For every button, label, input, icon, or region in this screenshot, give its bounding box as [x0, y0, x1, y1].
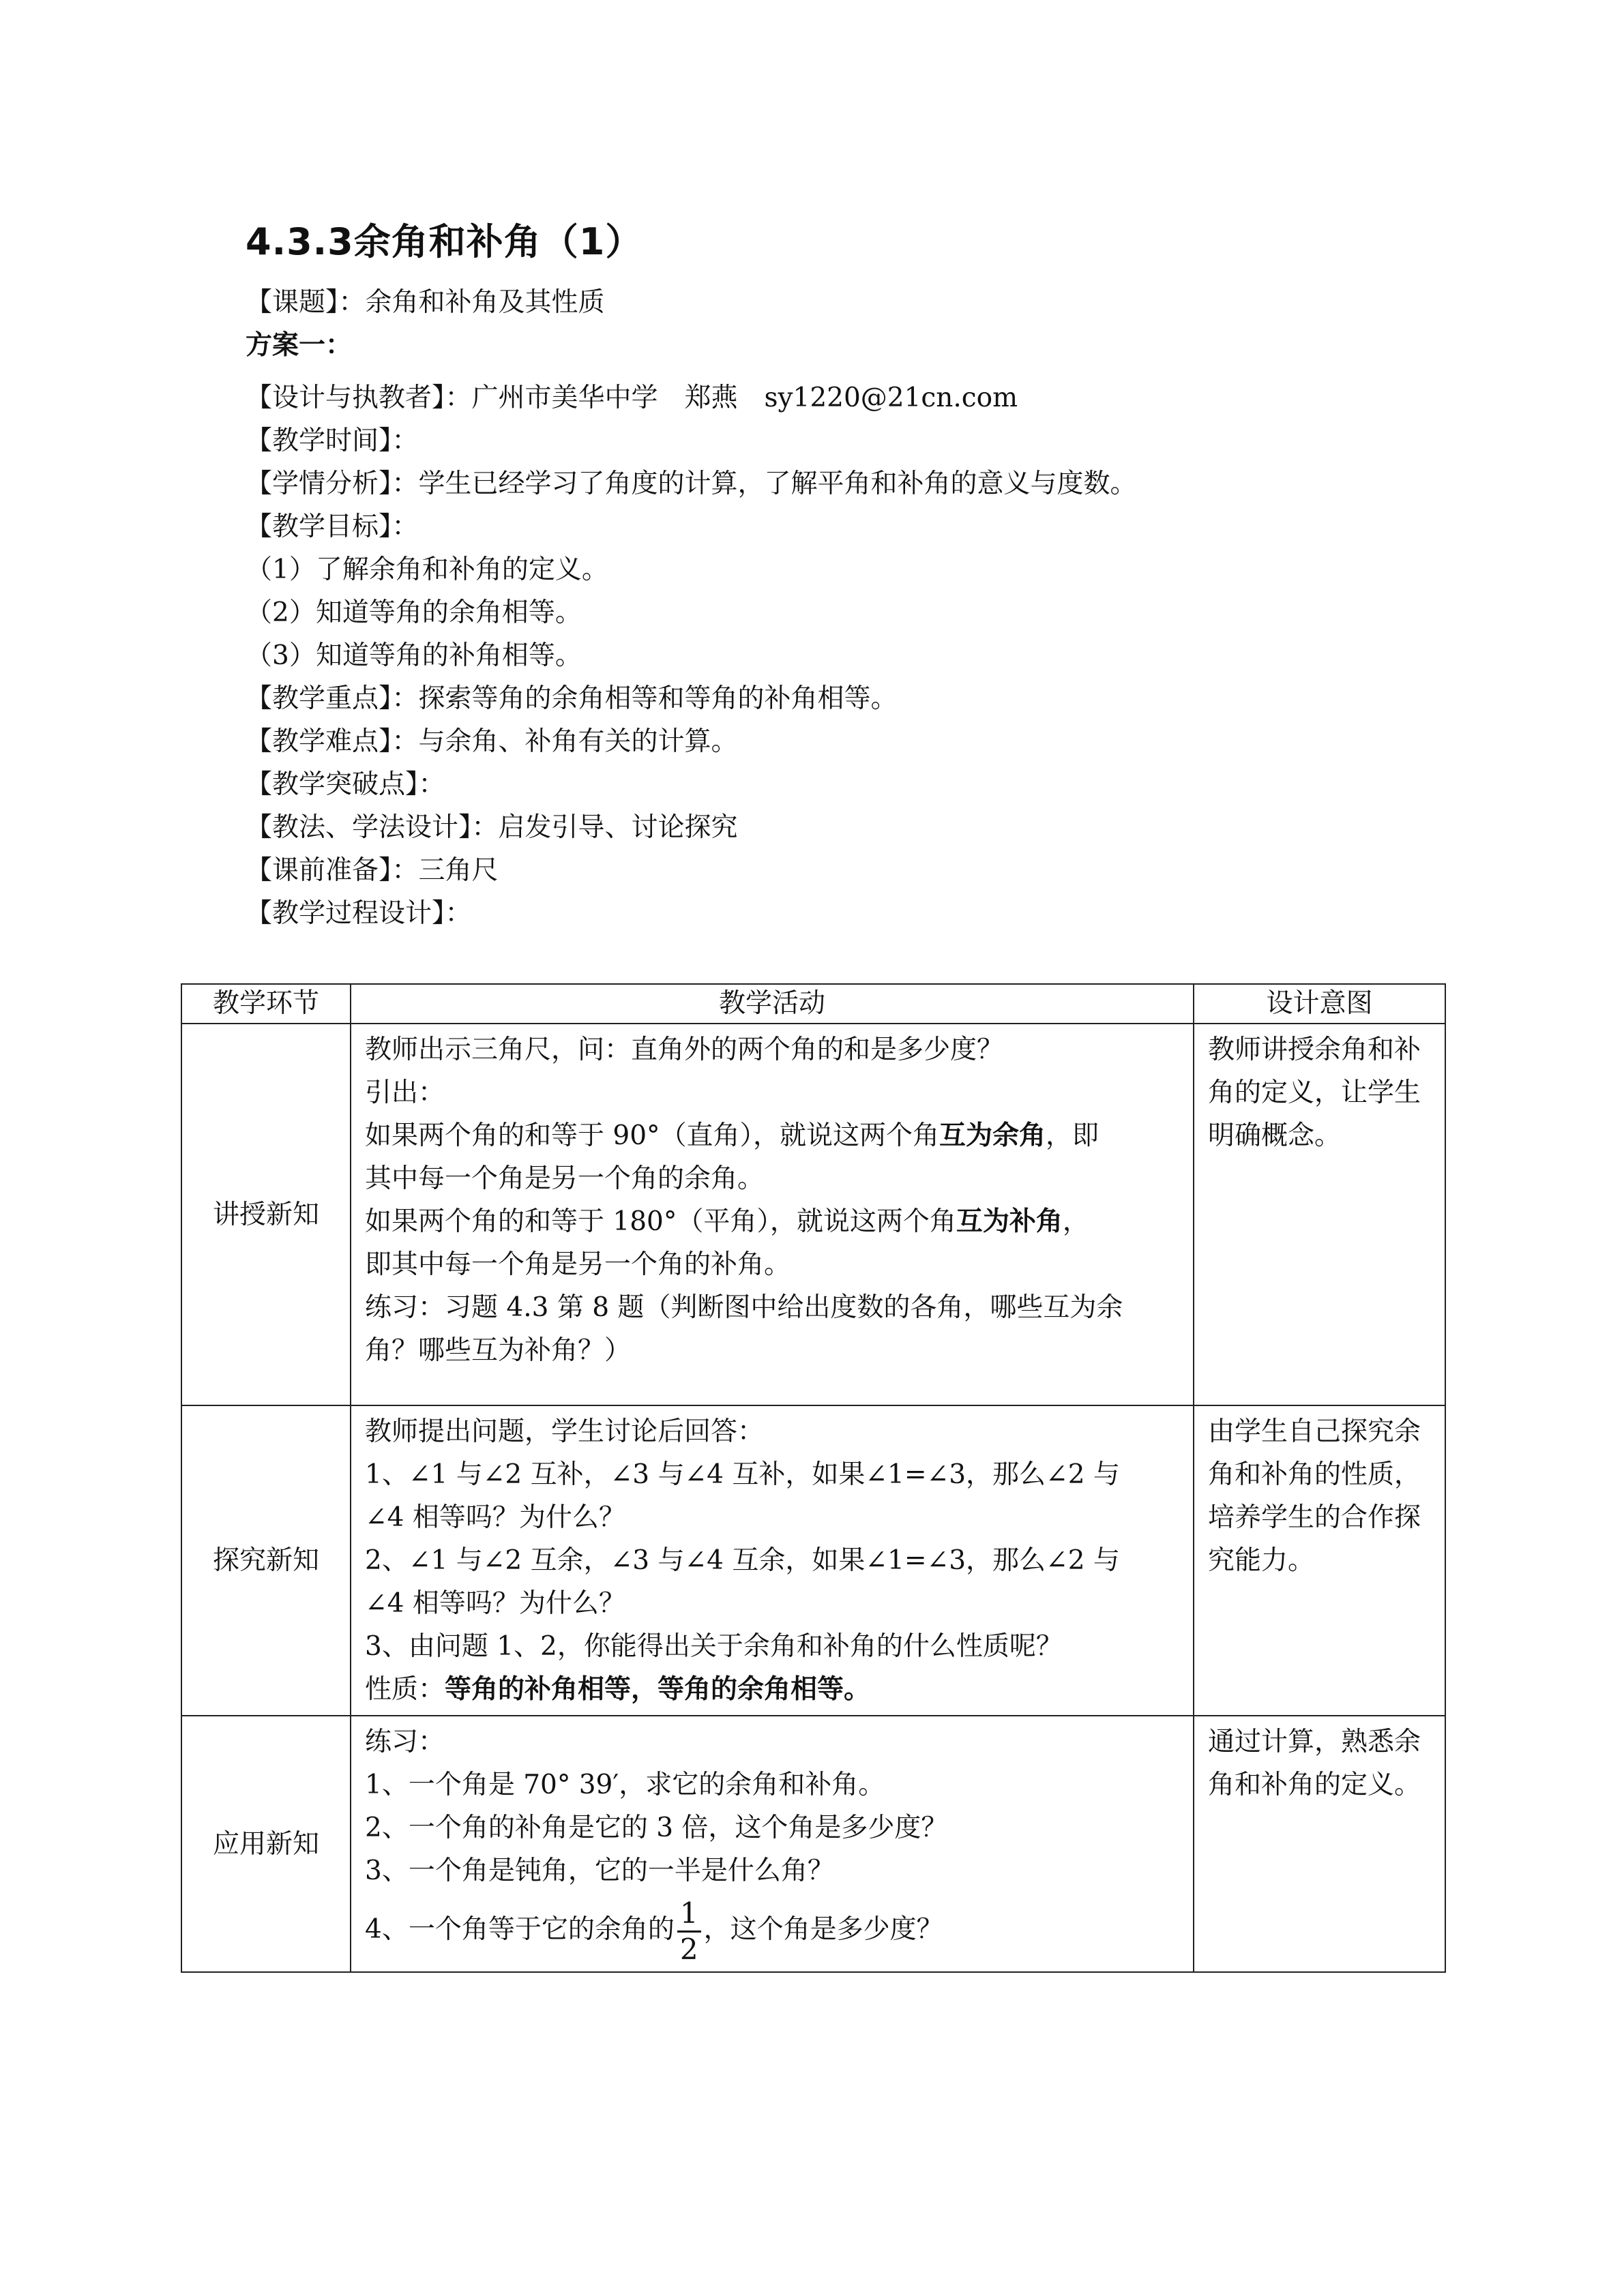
text-span: 如果两个角的和等于 180°（平角），就说这两个角 — [365, 1206, 956, 1237]
header-activity: 教学活动 — [351, 984, 1194, 1024]
preparation-line: 【课前准备】：三角尺 — [246, 855, 499, 886]
activity-line: 1、一个角是 70° 39′，求它的余角和补角。 — [365, 1770, 885, 1800]
time-line: 【教学时间】： — [246, 426, 419, 456]
intent-cell: 教师讲授余角和补角的定义，让学生明确概念。 — [1194, 1024, 1445, 1405]
process-line: 【教学过程设计】： — [246, 898, 472, 929]
intent-cell: 通过计算，熟悉余角和补角的定义。 — [1194, 1716, 1445, 1972]
stage-cell: 探究新知 — [181, 1405, 351, 1716]
activity-line: 2、∠1 与∠2 互余，∠3 与∠4 互余，如果∠1=∠3，那么∠2 与 — [365, 1545, 1120, 1576]
text-span: ，这个角是多少度？ — [703, 1914, 943, 1945]
text-span: 如果两个角的和等于 90°（直角），就说这两个角 — [365, 1120, 940, 1151]
goal-item: （2）知道等角的余角相等。 — [246, 597, 582, 628]
text-span: ， — [1062, 1206, 1089, 1237]
table-row — [181, 1716, 1445, 1972]
breakthrough-line: 【教学突破点】： — [246, 769, 445, 800]
difficulty-line: 【教学难点】：与余角、补角有关的计算。 — [246, 726, 738, 757]
table-header-row — [181, 984, 1445, 1024]
activity-cell — [351, 1405, 1194, 1716]
activity-line: 教师出示三角尺，问：直角外的两个角的和是多少度？ — [365, 1034, 1004, 1065]
designer-line: 【设计与执教者】：广州市美华中学 郑燕 sy1220@21cn.com — [246, 383, 1018, 413]
term-complementary: 互为余角 — [939, 1120, 1046, 1151]
table-row — [181, 1024, 1445, 1405]
intent-cell: 由学生自己探究余角和补角的性质，培养学生的合作探究能力。 — [1194, 1405, 1445, 1716]
activity-line: 其中每一个角是另一个角的余角。 — [365, 1163, 765, 1194]
method-line: 【教法、学法设计】：启发引导、讨论探究 — [246, 812, 738, 843]
activity-line — [365, 1114, 1179, 1157]
term-supplementary: 互为补角 — [956, 1206, 1063, 1237]
key-point-line: 【教学重点】：探索等角的余角相等和等角的补角相等。 — [246, 683, 898, 714]
activity-line: ∠4 相等吗？为什么？ — [365, 1502, 625, 1533]
plan-heading: 方案一： — [246, 330, 353, 361]
activity-line: 练习：习题 4.3 第 8 题（判断图中给出度数的各角，哪些互为余 — [365, 1292, 1123, 1323]
fraction-numerator: 1 — [677, 1899, 701, 1933]
activity-line — [365, 1892, 1179, 1967]
activity-line: 1、∠1 与∠2 互补，∠3 与∠4 互补，如果∠1=∠3，那么∠2 与 — [365, 1459, 1120, 1490]
lesson-meta — [246, 281, 1473, 935]
table-row — [181, 1405, 1445, 1716]
teaching-process-table — [181, 983, 1446, 1973]
activity-line — [365, 1668, 1179, 1711]
activity-line — [365, 1200, 1179, 1243]
goals-header: 【教学目标】： — [246, 511, 419, 542]
stage-cell: 讲授新知 — [181, 1024, 351, 1405]
fraction-denominator: 2 — [679, 1932, 698, 1966]
goal-item: （1）了解余角和补角的定义。 — [246, 554, 608, 585]
activity-line: ∠4 相等吗？为什么？ — [365, 1588, 625, 1619]
header-stage: 教学环节 — [181, 984, 351, 1024]
topic-line: 【课题】：余角和补角及其性质 — [246, 287, 605, 318]
text-span: 4、一个角等于它的余角的 — [365, 1914, 675, 1945]
activity-line: 3、一个角是钝角，它的一半是什么角？ — [365, 1855, 834, 1886]
activity-line: 引出： — [365, 1077, 445, 1108]
activity-line: 练习： — [365, 1727, 445, 1757]
activity-cell — [351, 1716, 1194, 1972]
activity-line: 2、一个角的补角是它的 3 倍，这个角是多少度？ — [365, 1813, 948, 1843]
goal-item: （3）知道等角的补角相等。 — [246, 640, 582, 671]
activity-line: 即其中每一个角是另一个角的补角。 — [365, 1249, 791, 1280]
stage-cell: 应用新知 — [181, 1716, 351, 1972]
activity-line: 3、由问题 1、2，你能得出关于余角和补角的什么性质呢？ — [365, 1631, 1063, 1662]
property-statement: 等角的补角相等，等角的余角相等。 — [445, 1674, 871, 1705]
header-intent: 设计意图 — [1194, 984, 1445, 1024]
activity-cell — [351, 1024, 1194, 1405]
activity-line: 教师提出问题，学生讨论后回答： — [365, 1416, 765, 1447]
text-span: ，即 — [1046, 1120, 1099, 1151]
fraction-one-half — [677, 1896, 701, 1966]
text-span: 性质： — [365, 1674, 445, 1705]
activity-line: 角？哪些互为补角？） — [365, 1335, 632, 1366]
page-title: 4.3.3余角和补角（1） — [246, 220, 643, 263]
analysis-line: 【学情分析】：学生已经学习了角度的计算，了解平角和补角的意义与度数。 — [246, 468, 1137, 499]
